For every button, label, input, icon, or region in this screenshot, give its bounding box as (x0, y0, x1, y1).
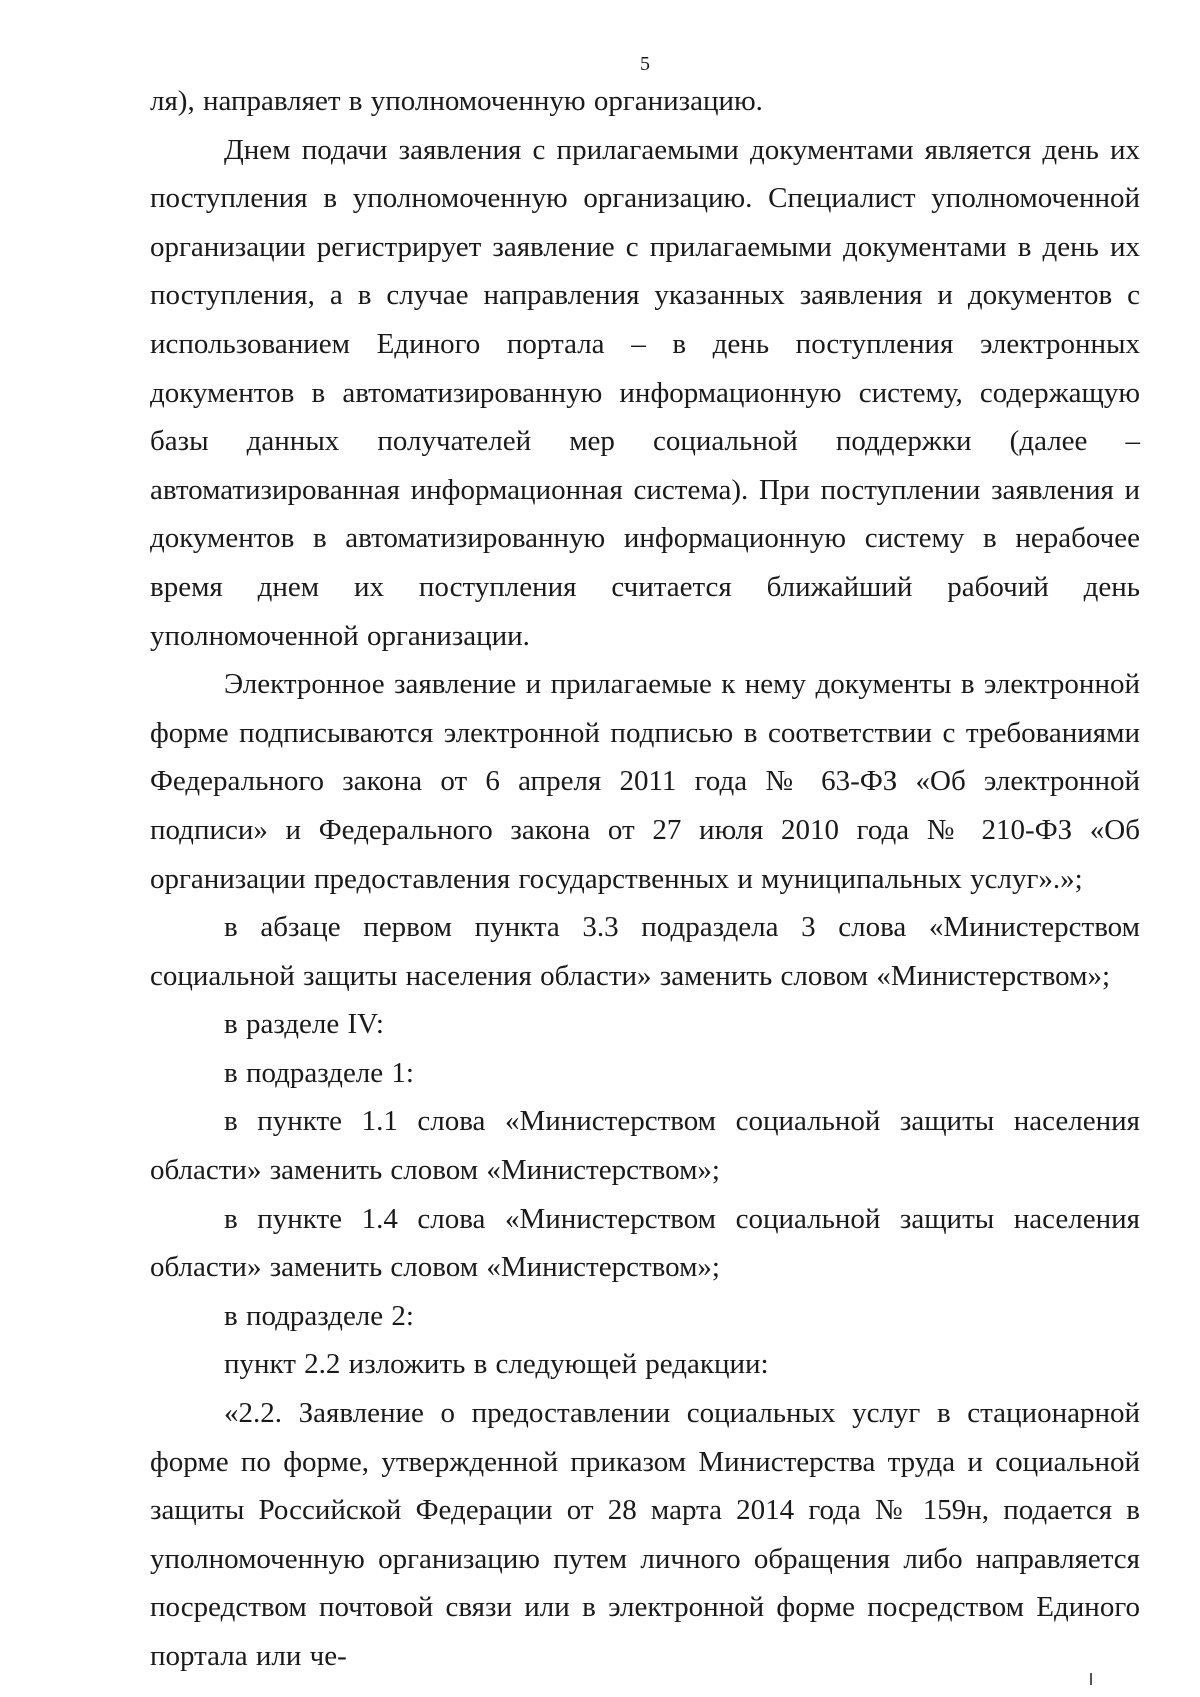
paragraph-subsection-1: в подразделе 1: (224, 1056, 414, 1089)
paragraph-subsection-2: в подразделе 2: (224, 1299, 414, 1332)
page-number: 5 (640, 53, 650, 75)
paragraph-amend-1-4: в пункте 1.4 слова «Министерством социальной защиты населения области» заменить словом «Министерством»; (150, 1202, 1140, 1284)
document-body (150, 77, 1140, 1681)
paragraph-item-2-2-intro: пункт 2.2 изложить в следующей редакции: (224, 1348, 769, 1381)
scan-mark (1090, 1673, 1092, 1685)
paragraph-amend-1-1: в пункте 1.1 слова «Министерством социальной защиты населения области» заменить словом «Министерством»; (150, 1105, 1140, 1187)
paragraph-amend-3-3: в абзаце первом пункта 3.3 подраздела 3 слова «Министерством социальной защиты населения области» заменить словом «Министерством»; (150, 911, 1140, 992)
paragraph-electronic-signature: Электронное заявление и прилагаемые к нему документы в электронной форме подписываются электронной подписью в соответствии с требованиями Федерального закона от 6 апреля 2011 года № 63-ФЗ «Об электронной подписи» и Федерального закона от 27 июля 2010 года № 210-ФЗ «Об организации предоставления государственных и муниципальных услуг».»; (150, 668, 1140, 895)
paragraph-continuation: ля), направляет в уполномоченную организацию. (150, 85, 763, 117)
paragraph-item-2-2-text: «2.2. Заявление о предоставлении социальных услуг в стационарной форме по форме, утвержденной приказом Министерства труда и социальной защиты Российской Федерации от 28 марта 2014 года № 159н, подается в уполномоченную организацию путем личного обращения либо направляется посредством почтовой связи или в электронной форме посредством Единого портала или че- (150, 1397, 1140, 1672)
paragraph-filing-date: Днем подачи заявления с прилагаемыми документами является день их поступления в уполномоченную организацию. Специалист уполномоченной организации регистрирует заявление с прилагаемыми документами в день их поступления, а в случае направления указанных заявления и документов с использованием Единого портала – в день поступления электронных документов в автоматизированную информационную систему, содержащую базы данных получателей мер социальной поддержки (далее – автоматизированная информационная система). При поступлении заявления и документов в автоматизированную информационную систему в нерабочее время днем их поступления считается ближайший рабочий день уполномоченной организации. (150, 133, 1140, 652)
paragraph-section-iv: в разделе IV: (224, 1008, 384, 1041)
